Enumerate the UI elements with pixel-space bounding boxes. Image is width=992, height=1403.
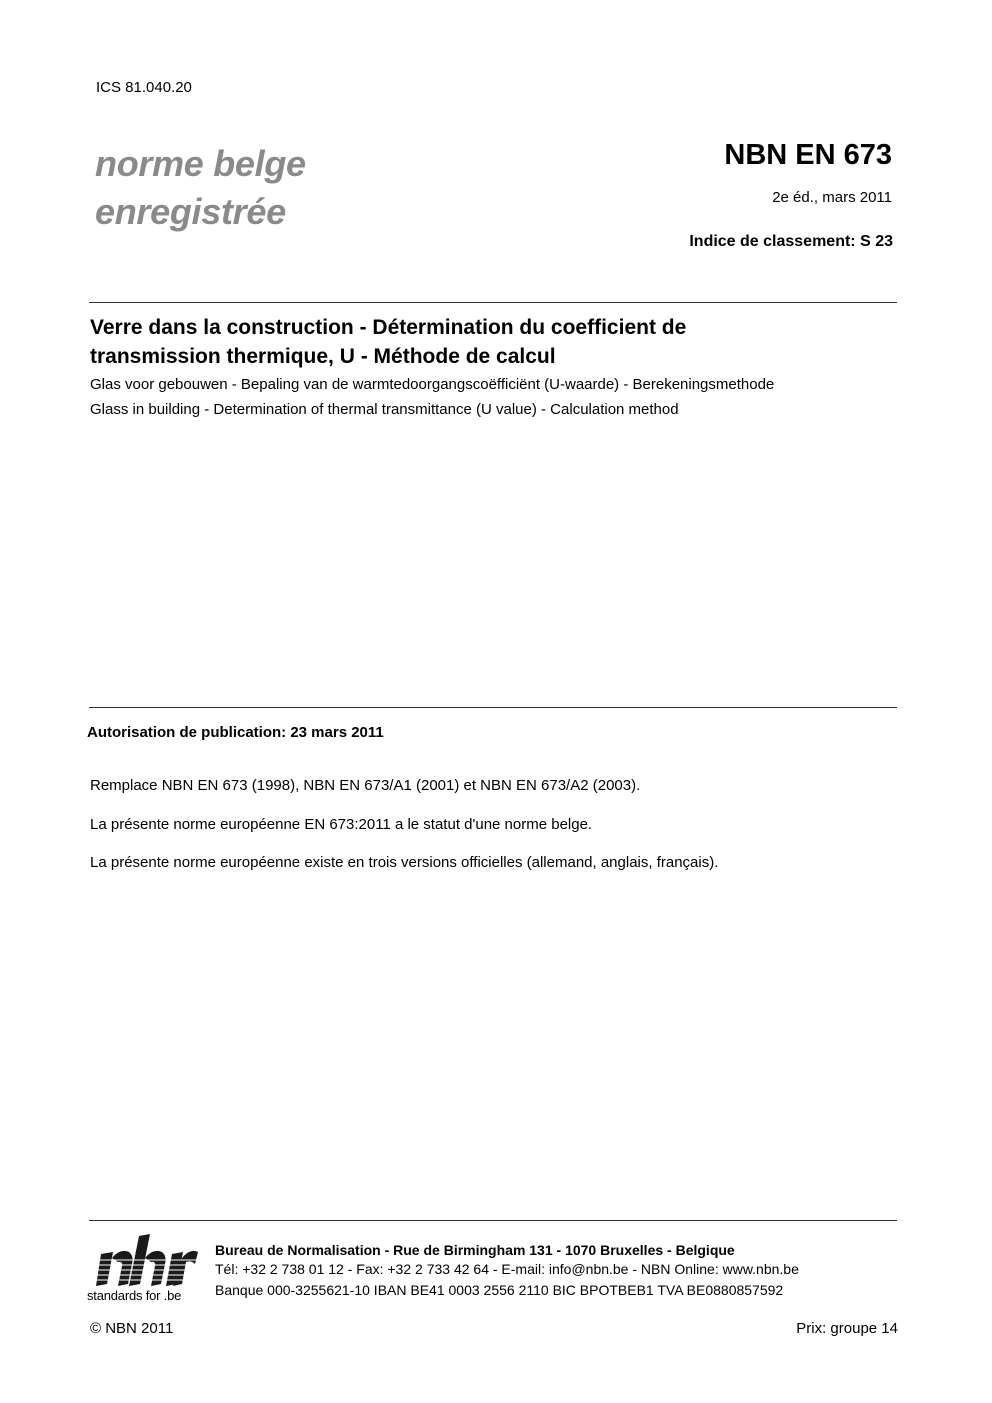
- divider-top: [89, 302, 897, 303]
- title-english: Glass in building - Determination of thermal transmittance (U value) - Calculation method: [90, 401, 679, 418]
- title-dutch: Glas voor gebouwen - Bepaling van de warmtedoorgangscoëfficiënt (U-waarde) - Berekeningsmethode: [90, 376, 775, 393]
- address-line-1: Bureau de Normalisation - Rue de Birmingham 131 - 1070 Bruxelles - Belgique: [215, 1242, 735, 1258]
- copyright: © NBN 2011: [90, 1320, 174, 1337]
- address-line-2: Tél: +32 2 738 01 12 - Fax: +32 2 733 42 64 - E-mail: info@nbn.be - NBN Online: www.nbn.be: [215, 1261, 799, 1277]
- address-line-3: Banque 000-3255621-10 IBAN BE41 0003 2556 2110 BIC BPOTBEB1 TVA BE0880857592: [215, 1282, 784, 1298]
- nbn-logo: [87, 1230, 199, 1306]
- status-note: La présente norme européenne EN 673:2011 a le statut d'une norme belge.: [90, 816, 593, 833]
- title-french: [90, 313, 870, 371]
- divider-middle: [89, 707, 897, 708]
- replaces-note: Remplace NBN EN 673 (1998), NBN EN 673/A1 (2001) et NBN EN 673/A2 (2003).: [90, 777, 641, 794]
- norme-belge-heading: [95, 140, 306, 236]
- nbn-logo-mark: [87, 1230, 199, 1288]
- norme-line-2: enregistrée: [95, 191, 286, 232]
- norme-line-1: norme belge: [95, 143, 306, 184]
- publication-authorization: Autorisation de publication: 23 mars 2011: [87, 724, 384, 741]
- title-french-line-1: Verre dans la construction - Détermination du coefficient de: [90, 316, 687, 339]
- price-group: Prix: groupe 14: [796, 1320, 898, 1337]
- classification-index: Indice de classement: S 23: [689, 233, 893, 250]
- divider-footer: [89, 1220, 897, 1221]
- versions-note: La présente norme européenne existe en trois versions officielles (allemand, anglais, français).: [90, 854, 719, 871]
- logo-tagline: standards for .be: [87, 1288, 182, 1303]
- edition-date: 2e éd., mars 2011: [772, 189, 892, 206]
- title-french-line-2: transmission thermique, U - Méthode de calcul: [90, 345, 556, 368]
- ics-code: ICS 81.040.20: [96, 79, 192, 96]
- document-id: NBN EN 673: [724, 139, 892, 171]
